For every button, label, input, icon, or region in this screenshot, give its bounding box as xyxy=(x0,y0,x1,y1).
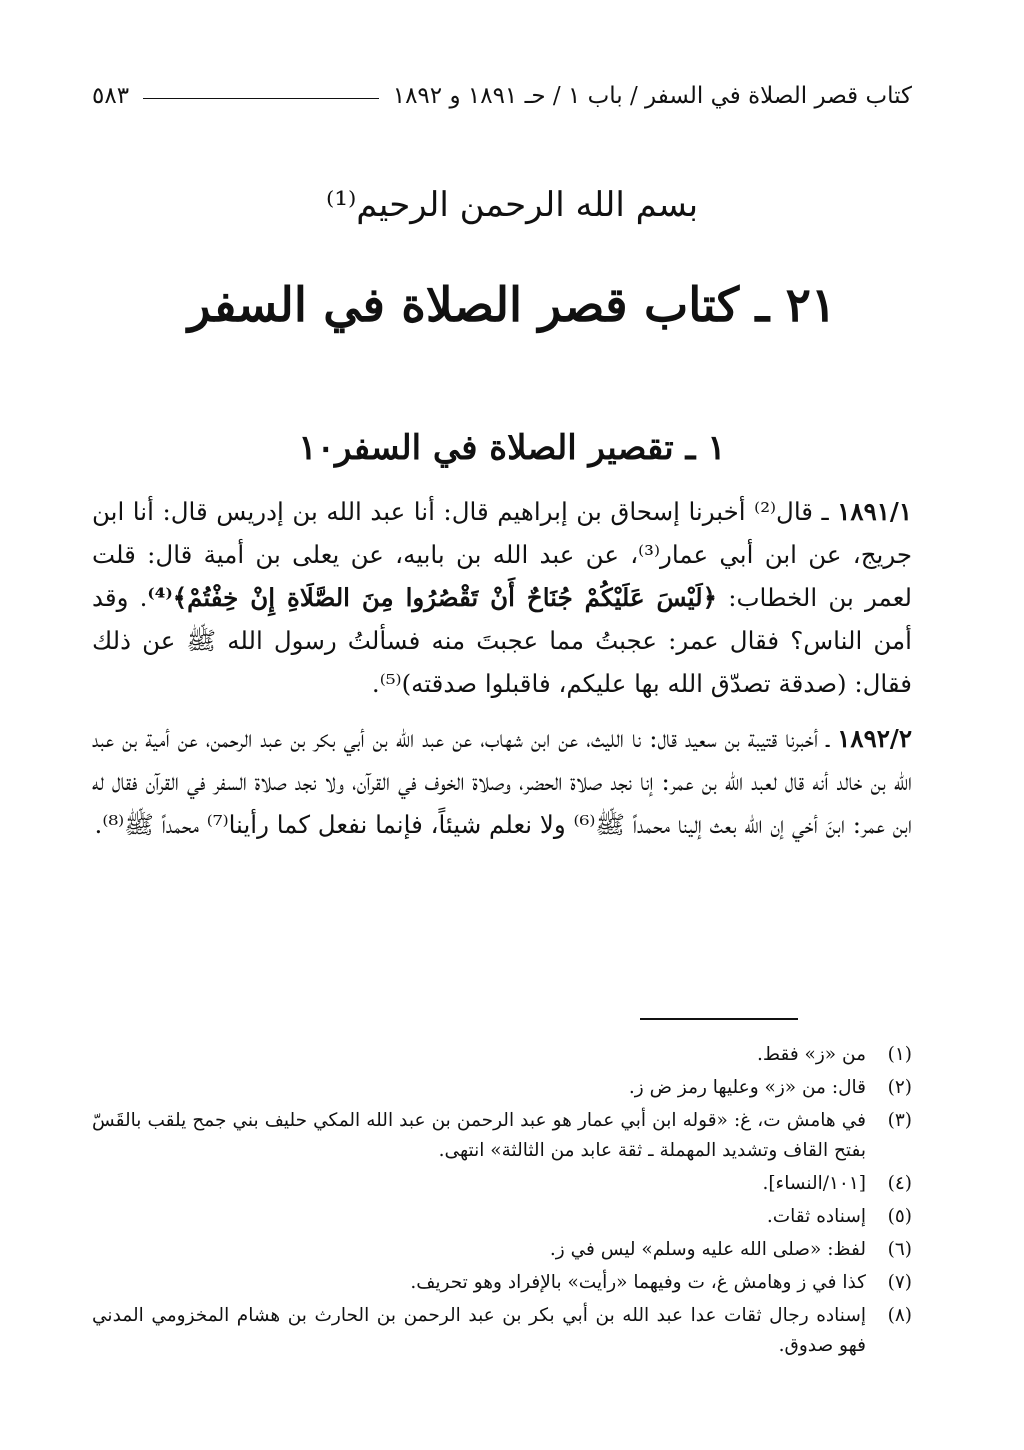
footnote xyxy=(92,1040,912,1070)
hadith-paragraph xyxy=(92,490,912,705)
footnote xyxy=(92,1301,912,1361)
footnote-text: كذا في ز وهامش غ، ت وفيهما «رأيت» بالإفراد وهو تحريف. xyxy=(410,1272,866,1293)
footnote-number: (٢) xyxy=(887,1077,912,1098)
footnote-text: إسناده رجال ثقات عدا عبد الله بن أبي بكر بن عبد الرحمن بن الحارث بن هشام المخزومي المدني فهو صدوق. xyxy=(92,1305,866,1356)
hadith-number: ١٨٩١/١ xyxy=(837,497,913,526)
footnote xyxy=(92,1235,912,1265)
footnote xyxy=(92,1268,912,1298)
hadith-text: . وقد أمن الناس؟ فقال عمر: عجبتُ مما عجبتَ منه فسألتُ رسول الله ﷺ عن ذلك فقال: (صدقة تصدّق الله بها عليكم، فاقبلوا صدقته)⁽⁵⁾. xyxy=(92,583,912,698)
hadith-number: ١٨٩٢/٢ xyxy=(837,724,912,753)
chapter-title: ١ ـ تقصير الصلاة في السفر١٠ xyxy=(298,428,726,468)
page-number: ٥٨٣ xyxy=(92,83,130,109)
footnote xyxy=(92,1169,912,1199)
footnote-number: (٣) xyxy=(887,1110,912,1131)
quran-verse: ﴿لَيْسَ عَلَيْكُمْ جُنَاحٌ أَنْ تَقْصُرُوا مِنَ الصَّلَاةِ إِنْ خِفْتُمْ﴾⁽⁴⁾ xyxy=(147,583,717,612)
hadith-paragraph xyxy=(92,717,912,846)
basmala: بسم الله الرحمن الرحيم⁽¹⁾ xyxy=(325,185,699,225)
footnote-text: [١٠١/النساء]. xyxy=(762,1173,866,1194)
book-title: ٢١ ـ كتاب قصر الصلاة في السفر xyxy=(187,278,837,333)
footnote-text: إسناده ثقات. xyxy=(766,1206,866,1227)
header-rule xyxy=(143,98,379,99)
footnote-number: (٧) xyxy=(887,1272,912,1293)
footnote-number: (٥) xyxy=(887,1206,912,1227)
footnote-number: (١) xyxy=(887,1044,912,1065)
running-title: كتاب قصر الصلاة في السفر / باب ١ / حـ ١٨٩١ و ١٨٩٢ xyxy=(392,83,912,109)
footnote-text: قال: من «ز» وعليها رمز ض ز. xyxy=(628,1077,866,1098)
hadith-text: ـ أخبرنا قتيبة بن سعيد قال: نا الليث، عن ابن شهاب، عن عبد الله بن أبي بكر بن عبد الرحمن، عن أمية بن عبد الله بن خالد أنه قال لعبد الله بن عمر: إنا نجد صلاة الحضر، وصلاة الخوف في القرآن، ولا نجد صلاة السفر في القرآن فقال له ابن عمر: ابنَ أخي إن الله بعث إلينا محمداً ﷺ⁽⁶⁾ ولا نعلم شيئاً، فإنما نفعل كما رأينا⁽⁷⁾ محمداً ﷺ⁽⁸⁾. xyxy=(92,724,912,839)
footnote-number: (٦) xyxy=(887,1239,912,1260)
footnote-number: (٤) xyxy=(887,1173,912,1194)
footnote-text: في هامش ت، غ: «قوله ابن أبي عمار هو عبد الرحمن بن عبد الله المكي حليف بني جمح يلقب بالقَسّ بفتح القاف وتشديد المهملة ـ ثقة عابد من الثالثة» انتهى. xyxy=(92,1110,866,1161)
footnote-number: (٨) xyxy=(887,1305,912,1326)
footnote xyxy=(92,1202,912,1232)
footnotes xyxy=(92,1040,912,1364)
footnote-text: من «ز» فقط. xyxy=(757,1044,866,1065)
hadith-text: ـ قال⁽²⁾ أخبرنا إسحاق بن إبراهيم قال: أنا عبد الله بن إدريس قال: أنا ابن جريج، عن ابن أبي عمار⁽³⁾، عن عبد الله بن بابيه، عن يعلى بن أمية قال: قلت لعمر بن الخطاب: xyxy=(92,497,912,612)
running-header xyxy=(92,80,912,112)
footnote-separator xyxy=(640,1018,798,1020)
footnote-text: لفظ: «صلى الله عليه وسلم» ليس في ز. xyxy=(549,1239,866,1260)
main-text xyxy=(92,490,912,858)
footnote xyxy=(92,1073,912,1103)
footnote xyxy=(92,1106,912,1166)
